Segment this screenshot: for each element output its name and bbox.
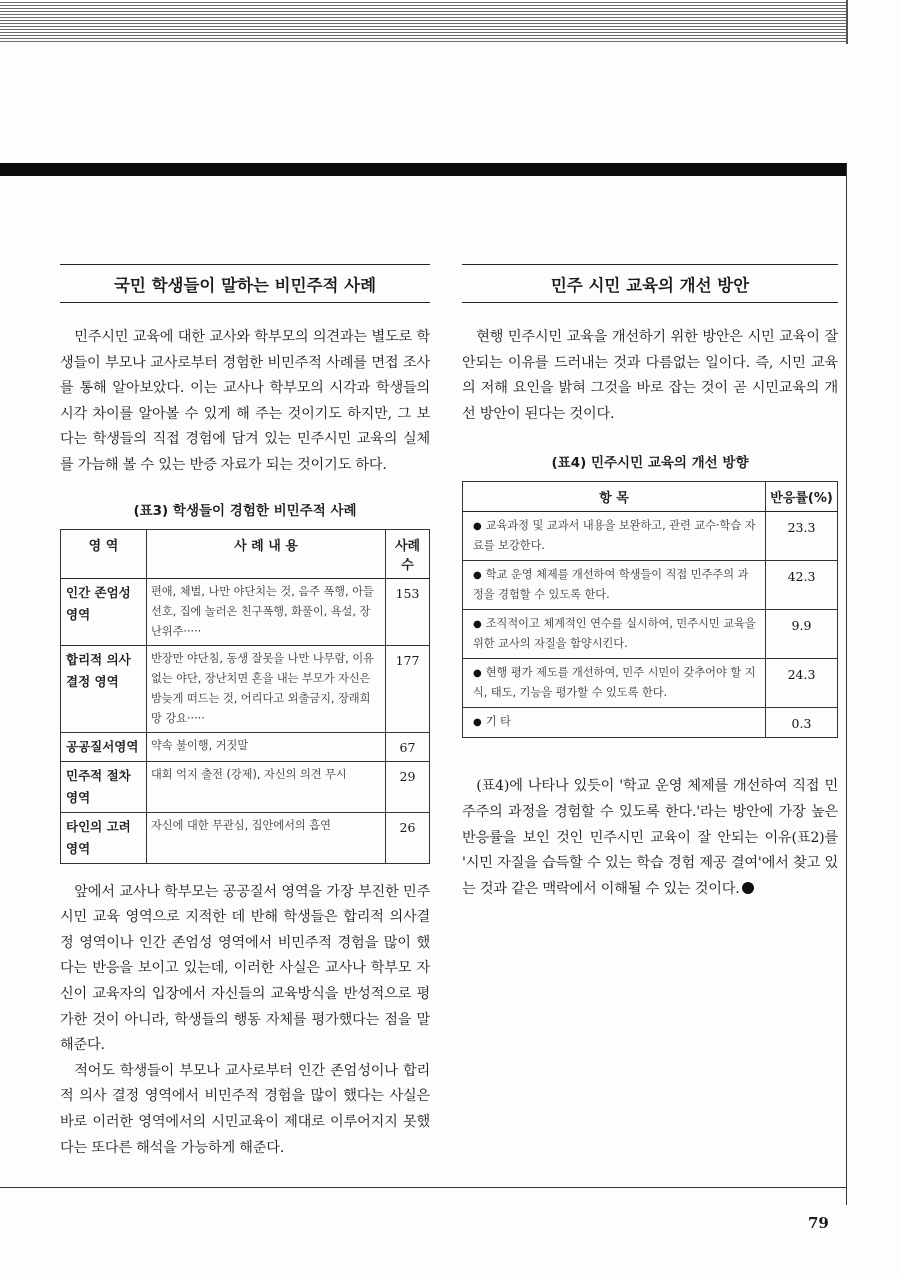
table-row [61,578,430,645]
table3-header-area: 영 역 [61,529,147,578]
table-row [61,732,430,761]
table3-area-cell: 공공질서영역 [61,732,147,761]
table4-item-cell [463,659,766,708]
table4-rate-cell: 0.3 [766,708,838,738]
table3-area-cell: 민주적 절차 영역 [61,761,147,812]
table3-content-cell: 반장만 야단침, 동생 잘못을 나만 나무람, 이유없는 야단, 장난치면 혼을 내는 부모가 자신은 밤늦게 떠드는 것, 어리다고 외출금지, 장래희망 강요····· [147,645,386,732]
right-paragraph-2 [462,774,838,902]
table-row [463,512,838,561]
table4-item-cell [463,708,766,738]
table-row [463,561,838,610]
end-mark-icon [742,882,754,894]
bullet-icon: ● [473,619,482,631]
page-number: 79 [808,1214,829,1232]
footer-rule [0,1187,846,1188]
table4-title: (표4) 민주시민 교육의 개선 방향 [551,455,749,472]
table3-count-cell: 177 [386,645,430,732]
table4-item-text: 기 타 [485,715,511,729]
table3-content-cell: 자신에 대한 무관심, 집안에서의 흡연 [147,812,386,863]
table4-item-text: 교육과정 및 교과서 내용을 보완하고, 관련 교수·학습 자료를 보강한다. [473,519,756,553]
left-column [60,264,430,1161]
table3-area-cell: 타인의 고려 영역 [61,812,147,863]
header-stripes [0,0,846,44]
table3-count-cell: 26 [386,812,430,863]
table4-header-row [463,482,838,512]
right-section-heading: 민주 시민 교육의 개선 방안 [462,264,838,303]
section-divider-bar [0,163,846,176]
table4-rate-cell: 23.3 [766,512,838,561]
table3 [60,529,430,864]
right-intro-paragraph: 현행 민주시민 교육을 개선하기 위한 방안은 시민 교육이 잘 안되는 이유를 드러내는 것과 다름없는 일이다. 즉, 시민 교육의 저해 요인을 밝혀 그것을 바로 잡는 것이 곧 시민교육의 개선 방안이 된다는 것이다. [462,329,838,422]
table4-item-cell [463,561,766,610]
right-margin-rule [846,163,847,1205]
bullet-icon: ● [473,570,482,582]
table3-count-cell: 153 [386,578,430,645]
left-intro-paragraph: 민주시민 교육에 대한 교사와 학부모의 의견과는 별도로 학생들이 부모나 교사로부터 경험한 비민주적 사례를 면접 조사를 통해 알아보았다. 이는 교사나 학부모의 시각과 학생들의 시각 차이를 알아볼 수 있게 해 주는 것이기도 하지만, 그 보다는 학생들의 직접 경험에 담겨 있는 민주시민 교육의 실체를 가늠해 볼 수 있는 반증 자료가 되는 것이기도 하다. [60,329,430,473]
table4-item-text: 조직적이고 체계적인 연수를 실시하여, 민주시민 교육을 위한 교사의 자질을 함양시킨다. [473,617,756,651]
table-row [463,708,838,738]
left-paragraph-3: 적어도 학생들이 부모나 교사로부터 인간 존엄성이나 합리적 의사 결정 영역에서 비민주적 경험을 많이 했다는 사실은 바로 이러한 영역에서의 시민교육이 제대로 이루어지지 못했다는 또다른 해석을 가능하게 해준다. [60,1062,430,1156]
table3-area-cell: 인간 존엄성 영역 [61,578,147,645]
table4-rate-cell: 9.9 [766,610,838,659]
left-paragraph-2: 앞에서 교사나 학부모는 공공질서 영역을 가장 부진한 민주시민 교육 영역으로 지적한 데 반해 학생들은 합리적 의사결정 영역이나 인간 존엄성 영역에서 비민주적 경험을 많이 했다는 반응을 보이고 있는데, 이러한 사실은 교사나 학부모 자신이 교육자의 입장에서 자신들의 교육방식을 반성적으로 평가한 것이 아니라, 학생들의 행동 자체를 평가했다는 점을 말해준다. [60,883,430,1054]
table4-rate-cell: 24.3 [766,659,838,708]
table4-item-text: 현행 평가 제도를 개선하여, 민주 시민이 갖추어야 할 지식, 태도, 기능을 평가할 수 있도록 한다. [473,666,756,700]
table3-count-cell: 67 [386,732,430,761]
table3-content-cell: 대회 억지 출전 (강제), 자신의 의견 무시 [147,761,386,812]
table3-area-cell: 합리적 의사 결정 영역 [61,645,147,732]
table4-header-item: 항 목 [463,482,766,512]
table3-count-cell: 29 [386,761,430,812]
right-column [462,264,838,902]
table-row [61,645,430,732]
table3-content-cell: 약속 불이행, 거짓말 [147,732,386,761]
table4-item-cell [463,610,766,659]
table-row [463,659,838,708]
table-row [463,610,838,659]
table4-rate-cell: 42.3 [766,561,838,610]
table4 [462,481,838,738]
table3-header-count: 사례수 [386,529,430,578]
left-section-heading: 국민 학생들이 말하는 비민주적 사례 [60,264,430,303]
right-paragraph-2-text: (표4)에 나타나 있듯이 '학교 운영 체제를 개선하여 직접 민주주의 과정을 경험할 수 있도록 한다.'라는 방안에 가장 높은 반응률을 보인 것인 민주시민 교육이 잘 안되는 이유(표2)를 '시민 자질을 습득할 수 있는 학습 경험 제공 결여'에서 찾고 있는 것과 같은 맥락에서 이해될 수 있는 것이다. [462,778,838,897]
table3-header-row [61,529,430,578]
bullet-icon: ● [473,717,482,729]
bullet-icon: ● [473,521,482,533]
table3-content-cell: 편애, 체벌, 나만 야단치는 것, 음주 폭행, 아들 선호, 집에 놀러온 친구폭행, 화풀이, 욕설, 장난위주····· [147,578,386,645]
table4-item-text: 학교 운영 체제를 개선하여 학생들이 직접 민주주의 과정을 경험할 수 있도록 한다. [473,568,749,602]
table4-header-rate: 반응률(%) [766,482,838,512]
table4-item-cell [463,512,766,561]
table-row [61,812,430,863]
table3-header-content: 사 례 내 용 [147,529,386,578]
header-stripes-edge [846,0,848,44]
table-row [61,761,430,812]
table3-title: (표3) 학생들이 경험한 비민주적 사례 [133,502,357,519]
bullet-icon: ● [473,668,482,680]
